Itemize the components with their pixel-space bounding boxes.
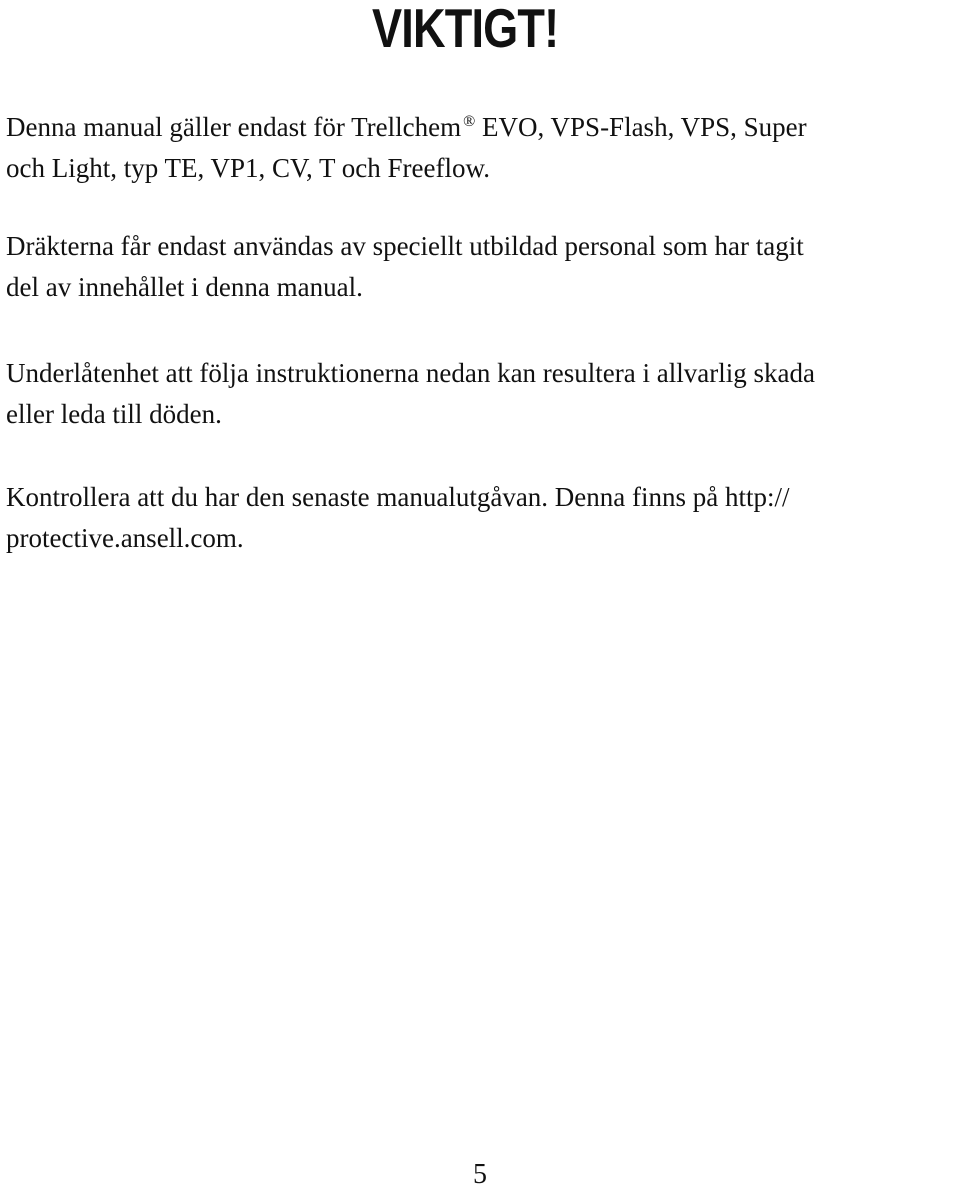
paragraph-latest-edition <box>6 477 960 559</box>
paragraph-latest-edition-line-1: Kontrollera att du har den senaste manualutgåvan. Denna finns på http:// <box>6 482 790 512</box>
paragraph-trained-personnel <box>6 226 960 308</box>
paragraph-trained-personnel-line-2: del av innehållet i denna manual. <box>6 272 363 302</box>
paragraph-applicability-line-1-start: Denna manual gäller endast för Trellchem <box>6 112 462 142</box>
paragraph-warning <box>6 353 960 435</box>
paragraph-latest-edition-line-2: protective.ansell.com. <box>6 523 244 553</box>
paragraph-warning-line-2: eller leda till döden. <box>6 399 222 429</box>
paragraph-applicability-line-2: och Light, typ TE, VP1, CV, T och Freeflow. <box>6 153 490 183</box>
registered-trademark-mark: ® <box>463 113 476 130</box>
paragraph-trained-personnel-line-1: Dräkterna får endast användas av speciellt utbildad personal som har tagit <box>6 231 804 261</box>
paragraph-warning-line-1: Underlåtenhet att följa instruktionerna nedan kan resultera i allvarlig skada <box>6 358 815 388</box>
page-number: 5 <box>473 1159 487 1190</box>
paragraph-applicability <box>6 101 960 189</box>
paragraph-applicability-line-1-end: EVO, VPS-Flash, VPS, Super <box>475 112 807 142</box>
page-heading: VIKTIGT! <box>372 0 559 59</box>
